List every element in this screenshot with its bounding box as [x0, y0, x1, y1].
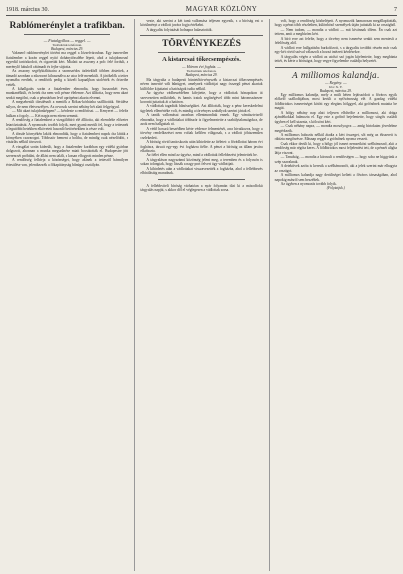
- column-2: [134, 19, 262, 571]
- paragraph: — Tanulság, — mondta a károsult a rendőrségen — hogy soha ne higgyünk a szép szavaknak.: [274, 155, 397, 164]
- column-3: [269, 19, 397, 571]
- serial-dateline: Budapest, március 29.: [319, 88, 352, 93]
- paragraph: A bíró erre azt felelte, hogy a törvény nem ismerése senkit sem mentesít a felelősség alól.: [274, 36, 397, 46]
- paragraph: A tárgyaláson nagyszámú közönség jelent meg, a teremben és a folyosón is sokan tolongtak, hogy lássák a nagy port felvert ügy vádlottjait.: [140, 157, 263, 167]
- paragraph: — Csak néhány napra, — mondta mosolyogva — amíg birtokaim jövedelme megérkezik.: [274, 124, 397, 133]
- article-title: A kistarcsai tőkecsempészés.: [162, 56, 241, 64]
- paragraph: A vádlottak tagadták bűnösségüket. Azt állították, hogy a pénz kereskedelmi ügyletek ellenértéke volt, és mindig a törvényes szabályok szerint jártak el.: [140, 104, 263, 113]
- paragraph: — Mit akart tulajdonképpen? — kérdezte a rendőrtiszt. — Kenyeret — felelte halkan a fogoly. — Két napja nem ettem semmit.: [6, 109, 129, 118]
- serial-closing: (Folytatjuk.): [326, 186, 345, 191]
- serial-title: A milliomos kalandja.: [292, 70, 380, 80]
- article-subtitle: — Három évi fogház. —: [182, 64, 221, 70]
- masthead: MAGYAR KÖZLÖNY: [185, 5, 258, 13]
- page-number: 7: [393, 7, 397, 13]
- paragraph: A rendőrség a fiatalembert a vizsgálóbíró elé állította, aki elrendelte előzetes letartóztatását. A nyomozás tovább folyik, mert gyanú merült fel, hogy a tettesnek a legutóbbi hetekben elkövetett hasonló betörésekben is része volt.: [6, 118, 129, 132]
- section-title: TÖRVÉNYKEZÉS: [162, 39, 241, 50]
- divider: [24, 34, 110, 35]
- paragraph: Csak ekkor derült ki, hogy a hölgy jól ismert nemzetközi szélhámosnő, akit a rendőrség már régóta keres. A földbirtokos most feljelentést tett, de a pénzét aligha látja viszont.: [274, 141, 397, 155]
- paragraph: A tárgyalás végén a vádlott az utolsó szó jogán kijelentette, hogy megbánta tettét, és kérte a bíróságot, hogy vegye figyelembe családja helyzetét.: [274, 54, 397, 64]
- section-divider: [140, 35, 262, 36]
- article-source: Tudósítónk telefonon.: [186, 69, 217, 74]
- continued-article: [140, 19, 262, 32]
- paragraph: Vakmerő rablómerénylet történt ma reggel a Józsefvárosban. Egy ismeretlen fiatalember a korán reggel nyitó dohánytőzsdébe lépett, ahol a tulajdonosnő egyedül tartózkodott, és cigarettát kért. Mialatt az asszony a polc felé fordult, a merénylő hátulról rátámadt és fejbe sújtotta.: [6, 51, 129, 69]
- article-subtitle: — Fiatalgyilkos — reggel. —: [43, 38, 91, 43]
- paragraph: A megsebesült tőzsdésnőt a mentők a Rókus-kórházba szállították. Sérülése súlyos, de nem életveszélyes. Az orvosok szerint néhány hét alatt felgyógyul.: [6, 100, 129, 109]
- paragraph: A milliomos kalandja nagy derültséget keltett a főváros társaságában, ahol napokig másról sem beszéltek.: [274, 173, 397, 182]
- serial-subtitle: — Regény. —: [324, 79, 347, 85]
- paragraph: Az ítélet ellen mind az ügyész, mind a vádlottak fellebbezést jelentettek be.: [146, 153, 258, 158]
- paragraph: Egy milliomos kalandja, mely a múlt héten lejátszódott a főváros egyik előkelő szállodájában, most került a nyilvánosság elé. A gazdag vidéki földbirtokos ismeretséget kötött egy elegáns hölggyel, aki grófnőnek mutatta be magát.: [274, 92, 397, 111]
- paragraph: A milliomos habozás nélkül átadta a kért összeget, sőt még az ékszereit is rábízta megőrzésre. Másnap reggel a grófnőnek nyoma veszett.: [274, 133, 397, 142]
- divider: [158, 52, 244, 53]
- paragraph: A tanúk vallomásai azonban ellentmondtak ennek. Egy vámtisztviselő elmondta, hogy a vádlottakat többször is figyelmeztette a szabálytalanságokra, de azok nem hallgattak rá.: [140, 113, 263, 127]
- paragraph: A tárgyalás folytatását holnapra halasztották.: [146, 27, 213, 32]
- paragraph: A detektívek azóta is keresik a szélhámosnőt, aki a jelek szerint már elhagyta az országot.: [274, 164, 397, 173]
- paragraph: volt, hogy a rendőrség közbelépett. A nyomozók hamarosan megállapították, hogy a pénzt több részletben, különböző személyek útján juttatták ki az országból.: [274, 19, 397, 28]
- article-body: [6, 51, 128, 167]
- serial-author: Irta: X. Y.: [329, 84, 343, 89]
- article-dateline: Budapest, március 29.: [51, 47, 84, 51]
- paragraph: A védő hosszú beszédben kérte védence felmentését, arra hivatkozva, hogy a törvény rendelkezései nem voltak kellően világosak, s a vádlott jóhiszeműen cselekedett.: [140, 126, 263, 140]
- section-divider: [275, 67, 397, 68]
- paragraph: A vádlott erre hallgatásba burkolózott, s a tárgyalás további részén már csak egy-két rövid szóval válaszolt a hozzá intézett kérdésekre.: [274, 45, 397, 55]
- article-source: Tudósítónk telefonon.: [52, 43, 83, 47]
- article-body: [140, 78, 262, 176]
- serial-body: [275, 93, 397, 187]
- paragraph: A vizsgálat során kiderült, hogy a fiatalember korábban egy vidéki gyárban dolgozott, ahonnan a munka megszűnése miatt bocsátották el. Budapestre jött szerencsét próbálni, de állást nem talált, s lassan elfogyott minden pénze.: [6, 144, 129, 158]
- paragraph: Az asszony segélykiáltásaira a szomszédos üzletekből többen átsiettek, a támadó azonban a zűrzavart kihasználva az utca felé menekült. A járókelők a tettes nyomába eredtek, a rendőrök pedig a közeli kapualjban utolérték és őrizetbe vették.: [6, 69, 129, 87]
- page-header: [6, 5, 397, 16]
- paragraph: A fellebbviteli bíróság várhatóan a nyár folyamán tűzi ki a másodfokú tárgyalás napját, s akkor dől el véglegesen a vádlottak sorsa.: [140, 183, 263, 193]
- paragraph: A kihirdetés után a vádlottakat visszavezették a fogházba, ahol a fellebbezés elbírálásáig maradnak.: [140, 166, 263, 176]
- paragraph: — Nem tudom, — mondta a vádlott — mit kívánnak tőlem. Én csak azt tettem, amit a megbízóm kért.: [274, 27, 397, 37]
- issue-date: 1918. március 30.: [6, 7, 49, 13]
- columns: [6, 19, 397, 571]
- paragraph: Ma tárgyalta a budapesti büntetőtörvényszék a kistarcsai tőkecsempészés néven ismertté vált bűnügyet, amelynek vádlottjai nagy összegű pénzt akartak külföldre kijuttatni a hatóságok tudta nélkül.: [140, 77, 263, 91]
- paragraph: A bíróság rövid tanácskozás után kihirdette az ítéletet: a fővádlottat három évi fogházra, társait egy-egy évi fogházra ítélte. A pénzt a bíróság az állam javára elkobozta.: [140, 140, 263, 154]
- paragraph: Az ügyben a nyomozás tovább folyik.: [280, 182, 337, 186]
- paragraph: Az ügyész vádbeszédében kifejtette, hogy a vádlottak hónapokon át szervezetten működtek, és hamis iratok segítségével több mint háromszázezer koronát juttattak át a határon.: [140, 91, 263, 105]
- column-1: [6, 19, 128, 571]
- paragraph: vezte, aki szerint a két tanú vallomása teljesen egyezik, s a bíróság ezt a körülményt a vádlott javára fogja értékelni.: [140, 19, 263, 28]
- article-title: Rablómerénylet a trafikban.: [9, 21, 125, 31]
- paragraph: A tőzsde környékén lakók elmondták, hogy a fiatalembert napok óta látták a környéken csavarogni. Többször bement a boltba, de mindig csak nézelődött, s vásárlás nélkül távozott.: [6, 131, 129, 145]
- article-dateline: Budapest, március 29.: [185, 73, 218, 78]
- paragraph: A hölgy néhány nap alatt teljesen elbűvölte a milliomost, aki drága ajándékokkal halmozta el. Egy este a grófnő bejelentette, hogy sürgős családi ügyben el kell utaznia, s kölcsönt kért.: [274, 110, 397, 124]
- paragraph: A kihallgatás során a fiatalember elmondta, hogy huszonkét éves, munkanélküli, és hetek óta nem volt pénze élelemre. Azt állította, hogy nem akart senkit megölni, csak a pénztárban levő aprópénzt akarta elvenni.: [6, 87, 129, 100]
- continued-article: [275, 19, 397, 64]
- paragraph: A rendőrség felhívja a közönséget, hogy akinek a tettesről bármilyen értesülése van, jelentkezzék a főkapitányság bűnügyi osztályán.: [6, 158, 129, 167]
- divider: [158, 179, 244, 180]
